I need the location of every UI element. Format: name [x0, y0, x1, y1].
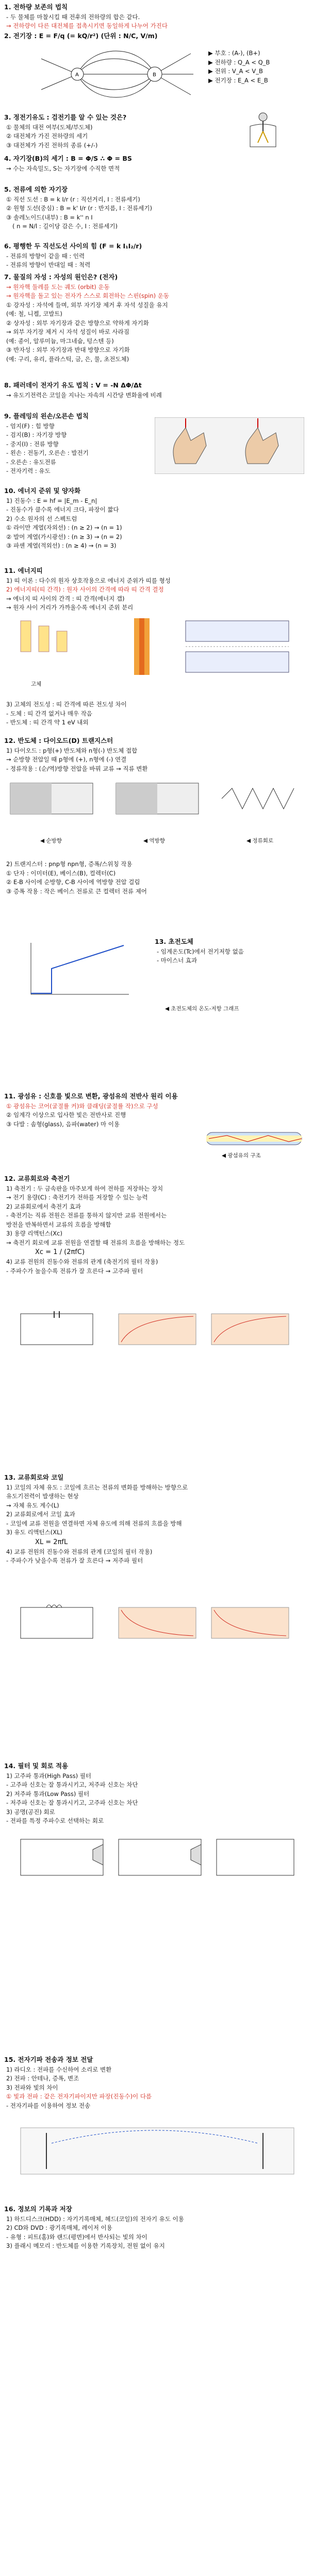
text-line: (예: 철, 니켈, 코발트): [6, 310, 62, 318]
text-line: ② 상자성 : 외부 자기장과 같은 방향으로 약하게 자기화: [6, 319, 149, 327]
text-line: - 저주파 신호는 잘 통과시키고, 고주파 신호는 차단: [6, 1799, 138, 1807]
text-line: 1) 고주파 통과(High Pass) 필터: [6, 1772, 92, 1780]
section-15: [4, 1175, 308, 1276]
text-line: - 주파수가 낮을수록 전류가 잘 흐른다 → 저주파 필터: [6, 1557, 143, 1565]
text-line: 2) 교류회로에서 코일 효과: [6, 1511, 75, 1518]
electric-field-lines-diagram: [31, 43, 201, 105]
fig-label: [31, 680, 134, 688]
text-line: 3) 공명(공진) 회로: [6, 1808, 55, 1816]
optical-fiber-diagram: [206, 1128, 304, 1149]
section-4: [4, 155, 308, 174]
text-line: 3) 플래시 메모리 : 반도체를 이용한 기록장치, 전원 없이 유지: [6, 2242, 165, 2250]
text-line: 1) 축전기 : 두 금속판을 마주보게 하여 전하를 저장하는 장치: [6, 1184, 163, 1192]
text-line: - 정류작용 : (순/역)방향 전압을 바꿔 교류 → 직류 변환: [6, 765, 148, 772]
energy-band-diagram: [15, 616, 294, 677]
svg-text:B: B: [153, 72, 156, 78]
caption: ◀ 광섬유의 구조: [222, 1153, 261, 1159]
section-title: 15. 전자기파 전송과 정보 전달: [4, 2056, 93, 2063]
section-2: [4, 32, 308, 42]
filter-circuits: [15, 1834, 299, 1880]
section-title: 1. 전하량 보존의 법칙: [4, 3, 68, 11]
inductor-circuit-graphs: [15, 1602, 299, 1643]
section-13: [155, 938, 309, 966]
text-line: - 오른손 : 유도전류: [6, 458, 56, 466]
text-line: - 고주파 신호는 잘 통과시키고, 저주파 신호는 차단: [6, 1781, 138, 1789]
section-title: 12. 교류회로와 축전기: [4, 1175, 70, 1182]
text-line: 2) 전파 : 안테나, 증폭, 변조: [6, 2075, 79, 2082]
section-11: [4, 567, 308, 613]
section-title: 11. 광섬유 : 신호를 빛으로 변환, 광섬유의 전반사 원리 이용: [4, 1092, 178, 1100]
section-19: [4, 2205, 308, 2251]
text-line: 4) 교류 전원의 진동수와 전류의 관계 (코일의 필터 작용): [6, 1548, 153, 1555]
section-5: [4, 185, 308, 232]
section-title: 16. 정보의 기록과 저장: [4, 2205, 72, 2213]
section-title: 10. 에너지 준위 및 양자화: [4, 487, 81, 495]
section-12b: [4, 860, 308, 896]
section-title: 3. 정전기유도 : 검전기를 알 수 있는 것은?: [4, 113, 127, 121]
fiber-caption: [222, 1151, 309, 1160]
caption: ◀ 초전도체의 온도-저항 그래프: [165, 1006, 239, 1012]
section-1: [4, 3, 308, 31]
caption: 고체: [31, 681, 42, 687]
section-title: 12. 반도체 : 다이오드(D) 트랜지스터: [4, 737, 113, 744]
text-line: 1) 라디오 : 전파를 수신하여 소리로 변환: [6, 2065, 112, 2073]
text-line: (예: 종이, 알루미늄, 마그네슘, 텅스텐 등): [6, 337, 114, 345]
section-title: 14. 필터 및 회로 적용: [4, 1762, 69, 1770]
text-line: ( n = N/l : 길이당 감은 수, I : 전류세기): [12, 223, 118, 230]
text-line: 방전을 반복하면서 교류의 흐름을 방해함: [6, 1221, 111, 1228]
text-line: - 반도체 : 띠 간격 약 1 eV 내외: [6, 719, 89, 726]
text-line: ③ 증폭 작용 : 작은 베이스 전류로 큰 컬렉터 전류 제어: [6, 887, 147, 895]
text-line: ③ 솔레노이드(내부) : B = k'' n I: [6, 213, 93, 221]
text-line: → 전기 용량(C) : 축전기가 전하를 저장할 수 있는 능력: [6, 1194, 148, 1201]
text-line: ③ 대전체가 가진 전하의 종류 (+/-): [6, 141, 98, 149]
svg-text:A: A: [75, 72, 79, 78]
section-title: 7. 물질의 자성 : 자성의 원인은? (전자): [4, 273, 118, 281]
text-line: ③ 반자성 : 외부 자기장과 반대 방향으로 자기화: [6, 346, 130, 354]
section-12: [4, 737, 308, 774]
text-line: ② 대전체가 가진 전하량의 세기: [6, 132, 88, 140]
text-line: 3) 유도 리액턴스(XL): [6, 1529, 63, 1536]
text-line: 1) 진동수 : E = hf = |E_m - E_n|: [6, 497, 97, 504]
text-line: 4) 교류 전원의 진동수와 전류의 관계 (축전기의 필터 작용): [6, 1258, 158, 1266]
text-line: - 도체 : 띠 간격 없거나 매우 작음: [6, 709, 92, 717]
text-line: 3) 전파와 빛의 차이: [6, 2083, 58, 2091]
field-legend: [206, 49, 309, 86]
caption: ◀ 정류회로: [246, 838, 273, 844]
fleming-hands-illustration: [155, 417, 304, 474]
text-line: - 진동수가 클수록 에너지 크다, 파장이 짧다: [6, 506, 119, 514]
text-line: → 원자 사이 거리가 가까울수록 에너지 준위 분리: [6, 604, 134, 612]
section-7: [4, 273, 308, 365]
text-line: 2) 저주파 통과(Low Pass) 필터: [6, 1790, 90, 1798]
section-title: 4. 자기장(B)의 세기 : B = Φ/S ∴ Φ = BS: [4, 155, 132, 162]
text-line: → 축전기 회로에 교류 전원을 연결할 때 전류의 흐름을 방해하는 정도: [6, 1239, 185, 1246]
text-line: ② 발머 계열(가시광선) : (n ≥ 3) → (n = 2): [6, 533, 122, 540]
section-16: [4, 1473, 308, 1566]
superconductor-graph: [21, 938, 134, 999]
text-line: 1) 띠 이론 : 다수의 원자 상호작용으로 에너지 준위가 띠를 형성: [6, 577, 171, 584]
section-18: [4, 2056, 308, 2111]
text-line: → 유도기전력은 코일을 지나는 자속의 시간당 변화율에 비례: [6, 391, 162, 399]
legend-item: ▶ 전위 : V_A < V_B: [208, 67, 263, 75]
text-line: - 유형 : 피트(홈)와 랜드(평면)에서 반사되는 빛의 차이: [6, 2233, 147, 2241]
legend-item: ▶ 전하량 : Q_A < Q_B: [208, 58, 270, 66]
text-line: 유도기전력이 발생하는 현상: [6, 1493, 79, 1500]
text-line: 1) 코일의 자체 유도 : 코일에 흐르는 전류의 변화를 방해하는 방향으로: [6, 1483, 188, 1491]
text-line: 3) 용량 리액턴스(Xc): [6, 1230, 62, 1238]
text-line: - 검지(B) : 자기장 방향: [6, 431, 67, 439]
text-line: ③ 파셴 계열(적외선) : (n ≥ 4) → (n = 3): [6, 542, 117, 550]
text-line: → 전하량이 다른 대전체를 접촉시키면 동일하게 나누어 가진다: [6, 22, 168, 30]
text-line: ③ 다발 : 솜형(glass), 음파(water) 마 이용: [6, 1120, 120, 1128]
text-line: - 전파를 특정 주파수로 선택하는 회로: [6, 1817, 104, 1825]
text-line: 2) 교류회로에서 축전기 효과: [6, 1202, 81, 1210]
section-title: 2. 전기장 : E = F/q (= kQ/r²) (단위 : N/C, V/m): [4, 32, 158, 40]
text-line: 1) 하드디스크(HDD) : 자기기록매체, 헤드(코일)의 전자기 유도 이용: [6, 2215, 184, 2223]
formula: XL = 2πfL: [35, 1538, 68, 1546]
text-line: → 원자핵을 돌고 있는 전자가 스스로 회전하는 스핀(spin) 운동: [6, 292, 170, 300]
text-line: ① 라이만 계열(자외선) : (n ≥ 2) → (n = 1): [6, 524, 122, 532]
section-10: [4, 487, 308, 551]
caption: ◀ 역방향: [143, 838, 165, 844]
text-line: ① 직선 도선 : B = k I/r (r : 직선거리, I : 전류세기): [6, 195, 140, 203]
caption: ◀ 순방향: [40, 838, 62, 844]
text-line: ② 원형 도선(중심) : B = k' I/r (r : 반지름, I : 전류세기): [6, 205, 152, 212]
text-line: 1) 다이오드 : p형(+) 반도체와 n형(-) 반도체 접합: [6, 747, 138, 754]
sc-caption: [165, 1005, 309, 1013]
capacitor-circuit-graphs: [15, 1309, 299, 1350]
section-8: [4, 381, 308, 400]
text-line: → 외부 자기장 제거 시 자석 성질이 바로 사라짐: [6, 328, 129, 336]
text-line: ① 광섬유는 코어(굴절률 커)와 클래딩(굴절률 작)으로 구성: [6, 1102, 158, 1110]
text-line: ① 물체의 대전 여부(도체/부도체): [6, 123, 93, 131]
text-line: - 주파수가 높을수록 전류가 잘 흐른다 → 고주파 필터: [6, 1267, 143, 1275]
text-line: ① 단자 : 이미터(E), 베이스(B), 컬렉터(C): [6, 869, 116, 877]
legend-item: ▶ 부호 : (A-), (B+): [208, 49, 260, 57]
text-line: - 코일에 교류 전원을 연결하면 자체 유도에 의해 전류의 흐름을 방해: [6, 1519, 182, 1527]
text-line: 3) 고체의 전도성 : 띠 간격에 따른 전도성 차이: [6, 701, 127, 708]
text-line: → 에너지 띠 사이의 간격 : 띠 간격(에너지 갭): [6, 595, 125, 602]
text-line: ② E-B 사이에 순방향, C-B 사이에 역방향 전압 걸림: [6, 878, 140, 886]
legend-item: ▶ 전기장 : E_A < E_B: [208, 76, 268, 84]
text-line: - 엄지(F) : 힘 방향: [6, 422, 55, 430]
formula: Xc = 1 / (2πfC): [35, 1248, 85, 1257]
text-line: ② 임계각 이상으로 입사한 빛은 전반사로 진행: [6, 1111, 126, 1119]
text-line: → 원자핵 둘레를 도는 궤도 (orbit) 운동: [6, 283, 110, 291]
text-line: → 순방향 전압일 때 p형에 (+), n형에 (-) 연결: [6, 756, 127, 764]
text-line: 2) 에너지띠(띠 간격) : 원자 사이의 간격에 따라 띠 간격 결정: [6, 586, 164, 594]
text-line: - 전류의 방향이 같을 때 : 인력: [6, 252, 85, 260]
text-line: - 전류의 방향이 반대일 때 : 척력: [6, 261, 91, 269]
section-title: 8. 패러데이 전자기 유도 법칙 : V = -N ΔΦ/Δt: [4, 381, 142, 389]
section-title: 11. 에너지띠: [4, 567, 43, 574]
section-11b: [4, 701, 308, 728]
text-line: - 마이스너 효과: [157, 957, 197, 964]
section-title: 6. 평행한 두 직선도선 사이의 힘 (F = k I₁I₂/r): [4, 242, 142, 250]
section-14: [4, 1092, 308, 1129]
section-title: 13. 초전도체: [155, 938, 193, 945]
text-line: (예: 구리, 유리, 플라스틱, 금, 은, 물, 초전도체): [6, 355, 129, 363]
text-line: → 자체 유도 계수(L): [6, 1501, 59, 1509]
text-line: - 중지(I) : 전류 방향: [6, 440, 59, 448]
text-line: - 임계온도(Tc)에서 전기저항 없음: [157, 947, 244, 955]
section-17: [4, 1762, 308, 1826]
text-line: - 전자기파를 이용하여 정보 전송: [6, 2102, 91, 2109]
section-6: [4, 242, 308, 270]
text-line: - 전자기력 : 유도: [6, 467, 51, 475]
text-line: 2) CD와 DVD : 광기록매체, 레이저 이용: [6, 2224, 112, 2232]
text-line: ① 빛과 전파 : 같은 전자기파이지만 파장(진동수)이 다름: [6, 2093, 152, 2100]
text-line: - 축전기는 직류 전원은 전류를 통하지 않지만 교류 전원에서는: [6, 1212, 167, 1219]
electroscope-illustration: [242, 111, 284, 149]
text-line: 2) 수소 원자의 선 스펙트럼: [6, 515, 77, 522]
text-line: - 왼손 : 전동기, 오른손 : 발전기: [6, 449, 89, 457]
text-line: - 두 물체를 마찰시킬 때 전후의 전하량의 합은 같다.: [6, 13, 140, 21]
text-line: ① 강자성 : 자석에 들며, 외부 자기장 제거 후 자석 성질을 유지: [6, 301, 168, 309]
text-line: → 수는 자속밀도, S는 자기장에 수직한 면적: [6, 164, 120, 172]
diode-diagrams: [5, 773, 309, 835]
text-line: 2) 트랜지스터 : pnp형 npn형, 증폭/스위칭 작용: [6, 860, 133, 868]
section-title: 9. 플레밍의 왼손/오른손 법칙: [4, 412, 89, 420]
section-title: 5. 전류에 의한 자기장: [4, 185, 68, 193]
section-title: 13. 교류회로와 코일: [4, 1473, 64, 1481]
radio-transmission-diagram: [15, 2123, 299, 2179]
